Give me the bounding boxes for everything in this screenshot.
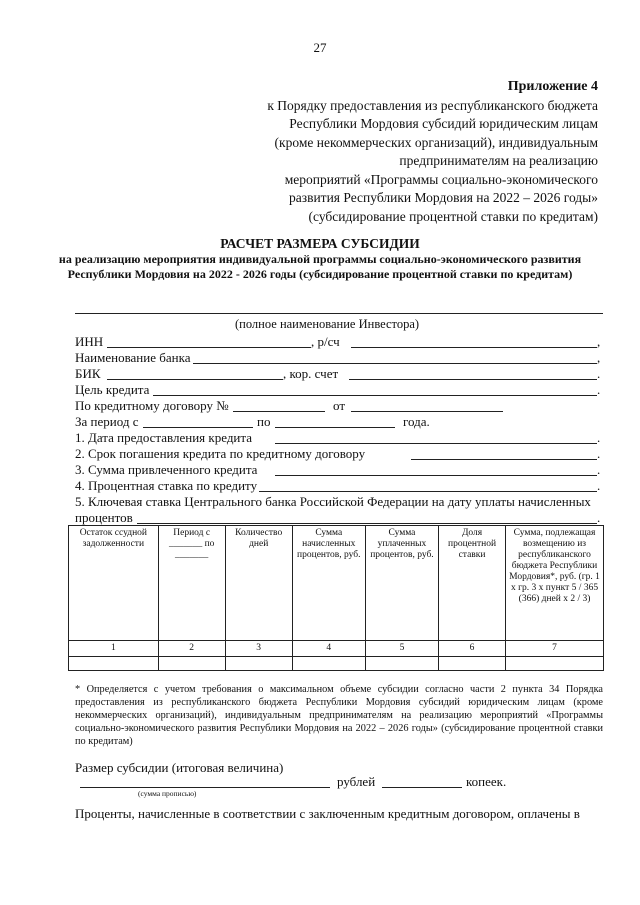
total-label: Размер субсидии (итоговая величина) (75, 760, 284, 775)
item-2-row (75, 446, 603, 462)
contract-from-label: от (333, 398, 346, 413)
column-number: 1 (69, 641, 159, 657)
period-to-label: по (257, 414, 271, 429)
calculation-table (68, 525, 604, 671)
contract-no-field[interactable] (233, 411, 325, 412)
period-to-field[interactable] (275, 427, 395, 428)
dot: . (597, 366, 601, 381)
column-header: Сумма начисленных процентов, руб. (292, 526, 365, 641)
item-3-field[interactable] (275, 475, 597, 476)
item-3-label: 3. Сумма привлеченного кредита (75, 462, 258, 477)
comma: , (597, 350, 601, 365)
column-header: Период с _______ по _______ (158, 526, 225, 641)
table-cell[interactable] (506, 657, 604, 671)
annex-line: к Порядку предоставления из республиканского бюджета (267, 97, 598, 113)
investor-name-field[interactable] (75, 313, 603, 314)
table-cell[interactable] (69, 657, 159, 671)
footnote: * Определяется с учетом требования о максимальном объеме субсидии согласно части 2 пункта 34 Порядка предоставления из республиканского бюджета Республики Мордовия субсидий юридическим лицам (кроме некоммерческих организаций), индивидуальным предпринимателям на реализацию мероприятий «Программы социально-экономического развития Республики Мордовия на 2022 – 2026 годы» (субсидирование процентной ставки по кредитам) (75, 684, 603, 747)
table-cell[interactable] (439, 657, 506, 671)
loan-purpose-label: Цель кредита (75, 382, 150, 397)
column-number: 6 (439, 641, 506, 657)
annex-heading: Приложение 4 (507, 79, 598, 94)
item-3-row (75, 462, 603, 478)
item-5-label-cont: процентов (75, 510, 133, 525)
dot: . (597, 462, 601, 477)
inn-field[interactable] (107, 347, 311, 348)
annex-line: (субсидирование процентной ставки по кредитам) (308, 208, 598, 224)
period-row (75, 414, 603, 430)
column-number: 4 (292, 641, 365, 657)
document-title: РАСЧЕТ РАЗМЕРА СУБСИДИИ (220, 236, 420, 251)
item-4-field[interactable] (259, 491, 597, 492)
table-header-row (69, 526, 604, 641)
loan-purpose-field[interactable] (153, 395, 597, 396)
column-number-row (69, 641, 604, 657)
kopecks-label: копеек. (466, 774, 507, 789)
bank-name-label: Наименование банка (75, 350, 191, 365)
annex-line: предпринимателям на реализацию (399, 153, 598, 168)
table-cell[interactable] (365, 657, 438, 671)
dot: . (597, 478, 601, 493)
column-number: 3 (225, 641, 292, 657)
period-from-field[interactable] (143, 427, 253, 428)
annex-line: (кроме некоммерческих организаций), индивидуальным (274, 134, 598, 150)
annex-line: мероприятий «Программы социально-экономического (284, 171, 598, 187)
item-5-label: 5. Ключевая ставка Центрального банка Российской Федерации на дату уплаты начисленных (75, 494, 591, 509)
item-5-row (75, 494, 603, 510)
sum-in-words-caption: (сумма прописью) (138, 789, 197, 798)
table-cell[interactable] (158, 657, 225, 671)
period-from-label: За период с (75, 414, 139, 429)
comma: , (597, 334, 601, 349)
closing-text: Проценты, начисленные в соответствии с заключенным кредитным договором, оплачены в (75, 806, 580, 821)
account-field[interactable] (351, 347, 597, 348)
table-cell[interactable] (225, 657, 292, 671)
account-label: , р/сч (311, 334, 340, 349)
inn-label: ИНН (75, 334, 104, 349)
annex-line: Республики Мордовия субсидий юридическим лицам (289, 116, 598, 131)
item-1-row (75, 430, 603, 446)
dot: . (597, 510, 601, 525)
purpose-row (75, 382, 603, 398)
contract-row (75, 398, 603, 414)
annex-line: развития Республики Мордовия на 2022 – 2026 годы» (289, 190, 598, 205)
kopecks-field[interactable] (382, 787, 462, 788)
contract-date-field[interactable] (351, 411, 503, 412)
column-number: 7 (506, 641, 604, 657)
dot: . (597, 446, 601, 461)
inn-row (75, 334, 603, 350)
bank-name-field[interactable] (193, 363, 597, 364)
column-header: Сумма, подлежащая возмещению из республиканского бюджета Республики Мордовия*, руб. (гр. 1 х гр. 3 х пункт 5 / 365 (366) дней х 2 / 3) (506, 526, 604, 641)
column-number: 2 (158, 641, 225, 657)
dot: . (597, 430, 601, 445)
column-header: Количество дней (225, 526, 292, 641)
investor-caption: (полное наименование Инвестора) (235, 317, 420, 331)
column-header: Доля процентной ставки (439, 526, 506, 641)
item-5-field[interactable] (137, 523, 597, 524)
year-label: года. (403, 414, 430, 429)
contract-no-label: По кредитному договору № (75, 398, 229, 413)
table-row (69, 657, 604, 671)
item-2-label: 2. Срок погашения кредита по кредитному договору (75, 446, 366, 461)
total-words-field[interactable] (80, 787, 330, 788)
bik-row (75, 366, 603, 382)
item-2-field[interactable] (411, 459, 597, 460)
corr-account-label: , кор. счет (283, 366, 339, 381)
item-5-row-2 (75, 510, 603, 526)
column-number: 5 (365, 641, 438, 657)
bik-label: БИК (75, 366, 101, 381)
page-number: 27 (313, 40, 327, 55)
item-4-row (75, 478, 603, 494)
bank-row (75, 350, 603, 366)
item-1-label: 1. Дата предоставления кредита (75, 430, 252, 445)
rubles-label: рублей (337, 774, 376, 789)
corr-account-field[interactable] (349, 379, 597, 380)
column-header: Остаток ссудной задолженности (69, 526, 159, 641)
item-4-label: 4. Процентная ставка по кредиту (75, 478, 258, 493)
bik-field[interactable] (107, 379, 283, 380)
table-cell[interactable] (292, 657, 365, 671)
item-1-field[interactable] (275, 443, 597, 444)
column-header: Сумма уплаченных процентов, руб. (365, 526, 438, 641)
dot: . (597, 382, 601, 397)
document-subtitle: на реализацию мероприятия индивидуальной программы социально-экономического развития Республики Мордовия на 2022 - 2026 годы (субсидирование процентной ставки по кредитам) (58, 252, 582, 281)
